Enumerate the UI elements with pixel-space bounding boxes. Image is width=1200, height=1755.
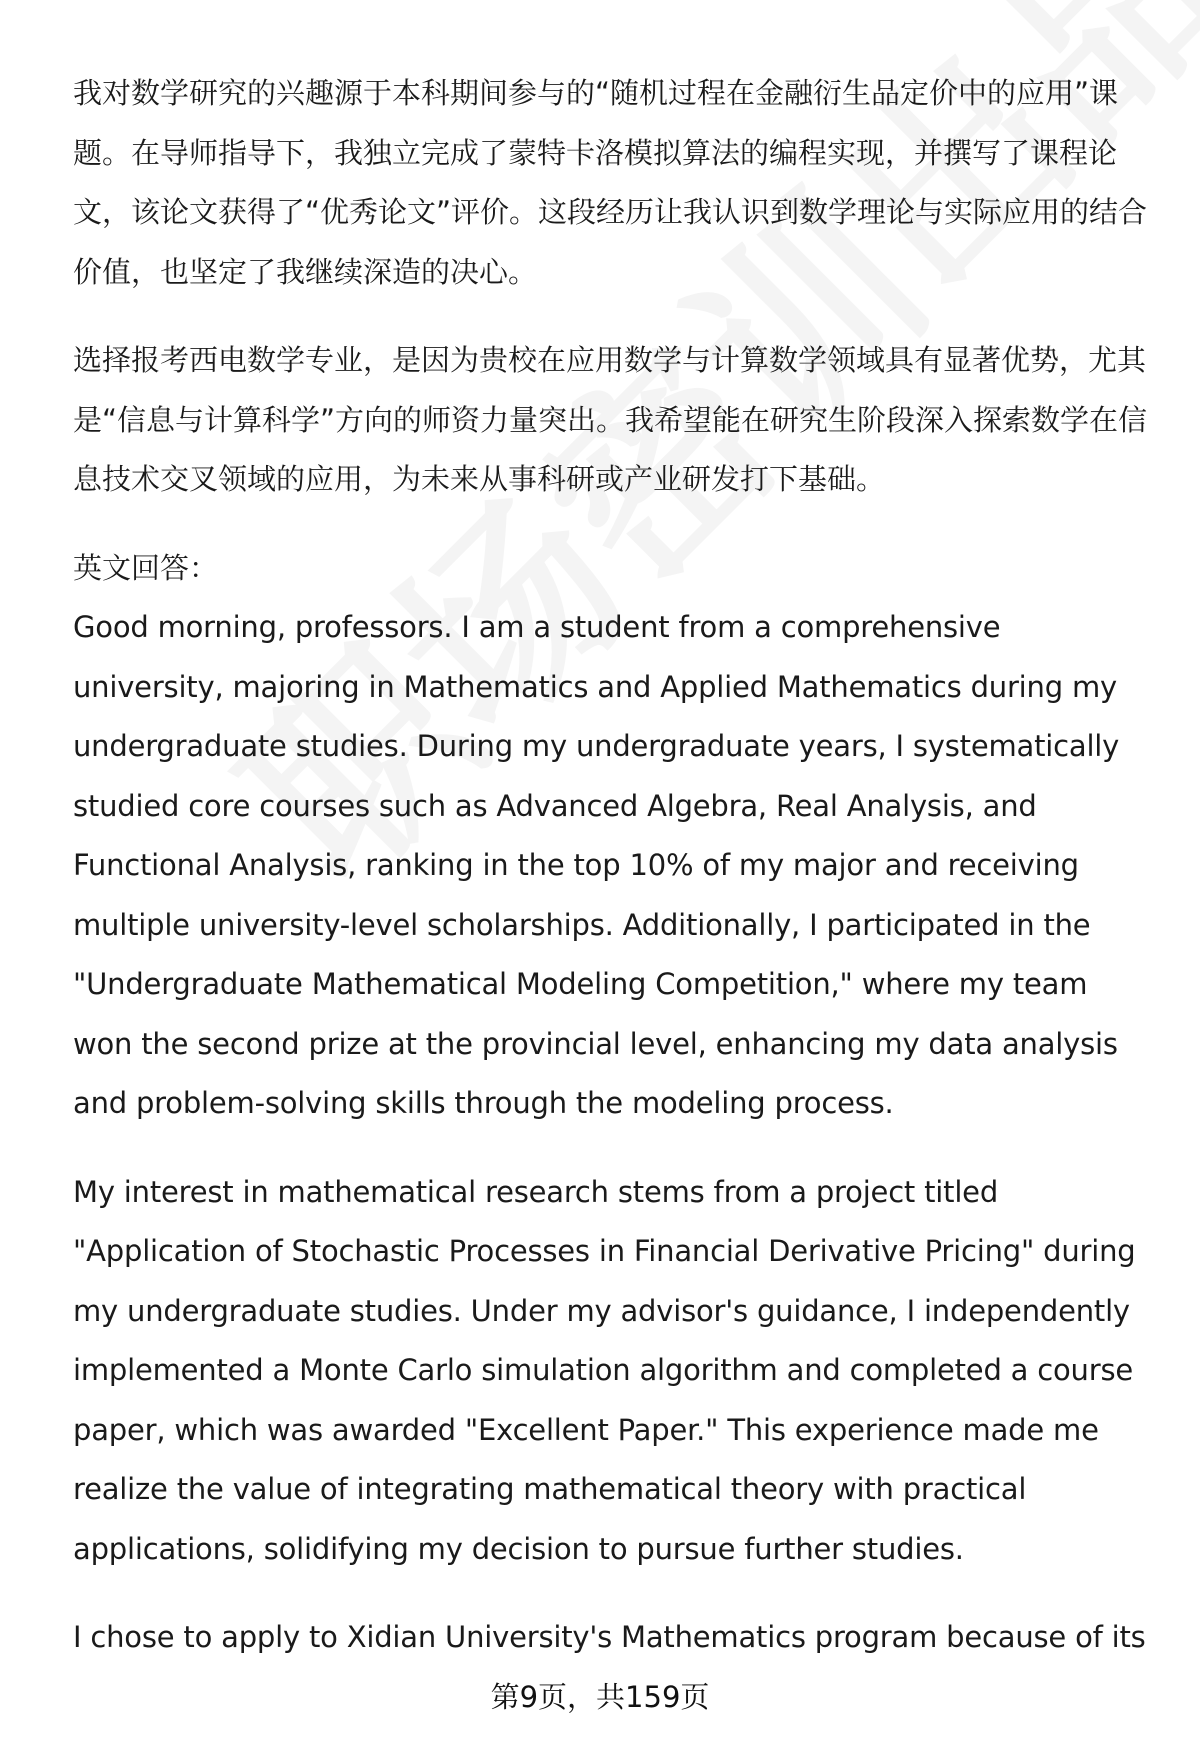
english-answer-label: 英文回答： [73,550,219,585]
document-body [73,64,1155,1668]
paragraph-en-2: My interest in mathematical research stems from a project titled "Application of Stochastic Processes in Financial Derivative Pricing" during my undergraduate studies. Under my advisor's guidance, I independently implemented a Monte Carlo simulation algorithm and completed a course paper, which was awarded "Excellent Paper." This experience made me realize the value of integrating mathematical theory with practical applications, solidifying my decision to pursue further studies. [73,1174,1136,1566]
page-indicator: 第9页，共159页 [490,1680,710,1714]
paragraph-en-3: I chose to apply to Xidian University's Mathematics program because of its [73,1620,1146,1654]
paragraph-cn-1: 我对数学研究的兴趣源于本科期间参与的“随机过程在金融衍生品定价中的应用”课题。在导师指导下，我独立完成了蒙特卡洛模拟算法的编程实现，并撰写了课程论文，该论文获得了“优秀论文”评价。这段经历让我认识到数学理论与实际应用的结合价值，也坚定了我继续深造的决心。 [73,76,1148,289]
paragraph-cn-2: 选择报考西电数学专业，是因为贵校在应用数学与计算数学领域具有显著优势，尤其是“信息与计算科学”方向的师资力量突出。我希望能在研究生阶段深入探索数学在信息技术交叉领域的应用，为未来从事科研或产业研发打下基础。 [73,343,1148,496]
paragraph-en-1: Good morning, professors. I am a student from a comprehensive university, majoring in Mathematics and Applied Mathematics during my undergraduate studies. During my undergraduate years, I systematically studied core courses such as Advanced Algebra, Real Analysis, and Functional Analysis, ranking in the top 10% of my major and receiving multiple university-level scholarships. Additionally, I participated in the "Undergraduate Mathematical Modeling Competition," where my team won the second prize at the provincial level, enhancing my data analysis and problem-solving skills through the modeling process. [73,610,1120,1120]
